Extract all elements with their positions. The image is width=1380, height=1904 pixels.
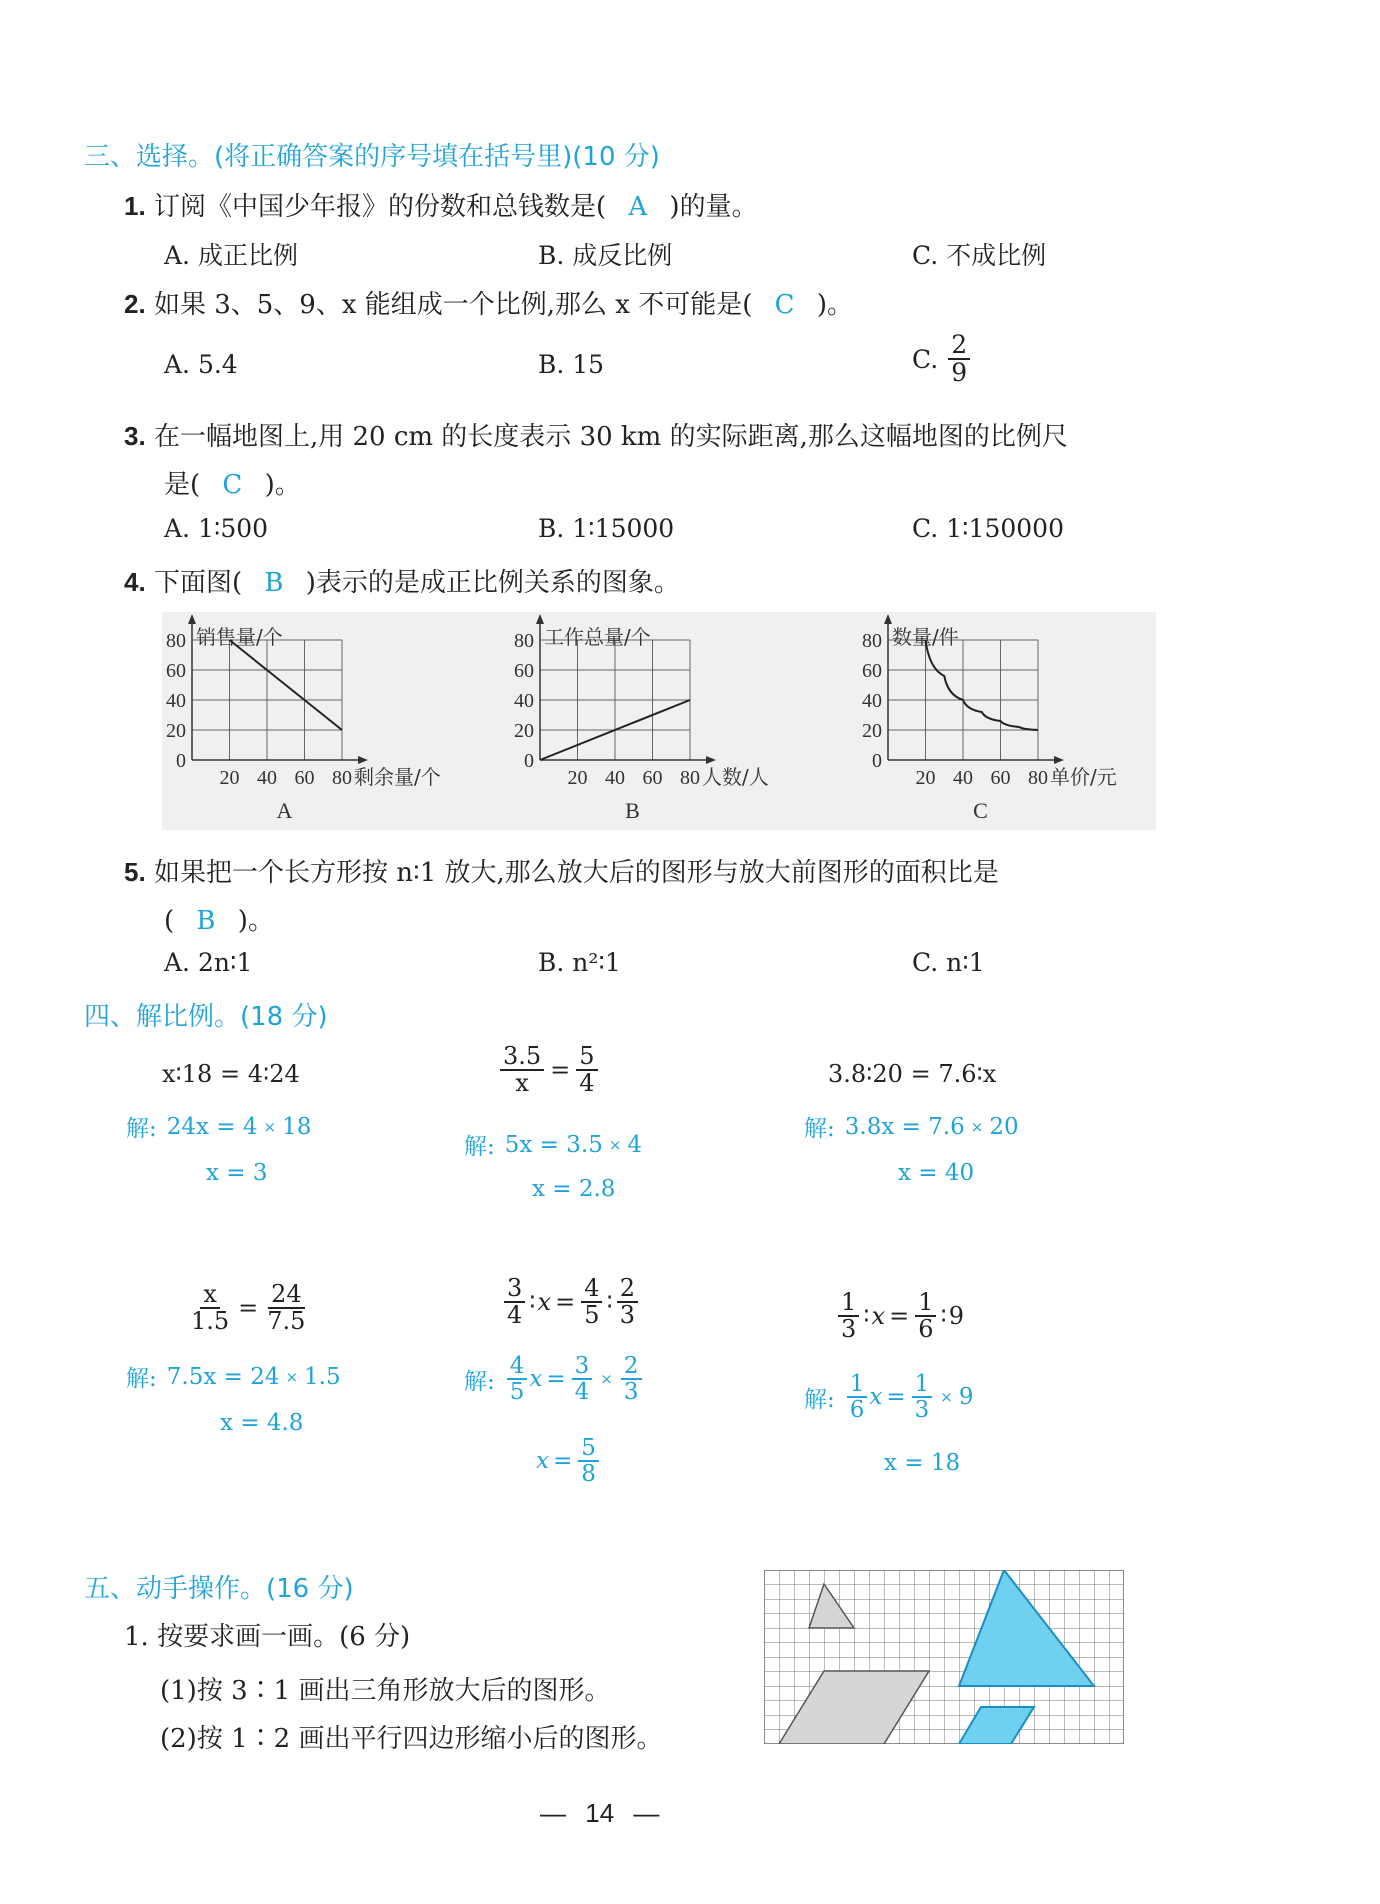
problem-5-equation (502, 1276, 640, 1328)
y-tick-label: 0 (524, 750, 534, 772)
y-tick-label: 0 (176, 750, 186, 772)
problem-4-step1 (126, 1360, 341, 1393)
y-tick-label: 20 (862, 720, 882, 742)
answer: C (774, 290, 795, 320)
fraction-den: 6 (918, 1315, 934, 1344)
fraction-num: 2 (948, 332, 970, 360)
y-axis-arrow (188, 614, 196, 624)
problem-2-step2: x = 2.8 (532, 1176, 616, 1202)
fraction-num: 3 (504, 1276, 525, 1303)
fraction-den: 4 (574, 1379, 590, 1406)
fraction-num: 1 (838, 1290, 859, 1317)
option-c: C. 不成比例 (912, 241, 1047, 270)
answer: B (264, 568, 284, 598)
option-b: B. 1∶15000 (538, 514, 675, 543)
x-tick-label: 60 (294, 767, 315, 789)
option-c: C. 1∶150000 (912, 514, 1064, 543)
option-c (912, 332, 972, 387)
y-tick-label: 60 (514, 660, 534, 682)
fraction-den: 9 (951, 358, 968, 388)
fraction-num: 1 (847, 1372, 868, 1398)
solution-label: 解: (464, 1134, 495, 1160)
y-tick-label: 60 (862, 660, 882, 682)
step-factor: 4 (627, 1131, 643, 1158)
problem-3-step2: x = 40 (898, 1160, 975, 1186)
variable-x: x (529, 1366, 543, 1393)
option-b: B. 成反比例 (538, 241, 673, 270)
variable-x: x (537, 1288, 552, 1317)
option-a: A. 成正比例 (164, 241, 298, 270)
step-text: 5x = 3.5 (504, 1131, 603, 1158)
x-axis-arrow (1054, 756, 1064, 764)
fraction-num: 4 (581, 1276, 602, 1303)
fraction-num: 2 (617, 1276, 638, 1303)
fraction-den: 3 (623, 1379, 639, 1406)
x-tick-label: 20 (915, 767, 936, 789)
question-text: 是( (164, 470, 201, 500)
question-number: 4. (124, 567, 146, 597)
problem-3-step1 (804, 1110, 1019, 1143)
problem-4-equation (186, 1282, 310, 1334)
variable-x: x (871, 1302, 886, 1331)
problem-1-step1 (126, 1110, 311, 1143)
x-tick-label: 40 (953, 767, 973, 789)
fraction (578, 1436, 599, 1486)
question-3 (124, 416, 1068, 453)
y-axis-label: 销售量/个 (196, 625, 283, 649)
fraction-den: 4 (579, 1069, 595, 1098)
fraction-den: 3 (914, 1397, 930, 1424)
dash-left: — (540, 1798, 566, 1828)
option-c-label: C. (912, 344, 939, 374)
question-text-end: )表示的是成正比例关系的图象。 (305, 568, 680, 598)
question-text-end: )。 (237, 906, 274, 936)
fraction-den: 7.5 (267, 1307, 306, 1336)
equals-sign: = (555, 1288, 576, 1317)
y-tick-label: 80 (514, 630, 534, 652)
question-text: 订阅《中国少年报》的份数和总钱数是( (153, 192, 607, 222)
option-b: B. n²∶1 (538, 948, 621, 977)
x-tick-label: 20 (567, 767, 588, 789)
fraction (572, 1354, 593, 1404)
step-factor: 9 (958, 1384, 974, 1411)
equals-sign: = (889, 1302, 910, 1331)
problem-5-step1 (464, 1354, 644, 1404)
fraction (500, 1044, 544, 1096)
y-tick-label: 40 (166, 690, 186, 712)
question-5-line2 (164, 900, 274, 937)
fraction-num: 5 (576, 1044, 597, 1071)
times-icon: × (285, 1367, 299, 1386)
x-axis-label: 剩余量/个 (354, 765, 441, 789)
question-number: 5. (124, 857, 146, 887)
fraction-num: 1 (915, 1290, 936, 1317)
problem-1-step2: x = 3 (206, 1160, 268, 1186)
problem-3-equation: 3.8∶20 = 7.6∶x (828, 1060, 997, 1088)
problem-1-equation: x∶18 = 4∶24 (162, 1060, 300, 1088)
fraction-den: 6 (849, 1397, 865, 1424)
fraction (264, 1282, 308, 1334)
fraction-num: 2 (621, 1354, 642, 1380)
question-4 (124, 562, 680, 599)
fraction-den: x (515, 1069, 529, 1098)
charts-svg (162, 612, 1156, 830)
step-factor: 20 (989, 1113, 1019, 1140)
x-tick-label: 80 (680, 767, 700, 789)
answer: B (196, 906, 216, 936)
y-tick-label: 20 (166, 720, 186, 742)
problem-6-equation (836, 1290, 964, 1342)
section5-title: 五、动手操作。(16 分) (84, 1574, 354, 1604)
ratio-sign: ∶ (940, 1302, 947, 1331)
solution-label: 解: (126, 1116, 157, 1142)
y-tick-label: 40 (862, 690, 882, 712)
step-text: 3.8x = 7.6 (844, 1113, 965, 1140)
fraction (581, 1276, 602, 1328)
fraction-num: 5 (578, 1436, 599, 1462)
times-icon: × (263, 1117, 277, 1136)
x-tick-label: 40 (257, 767, 277, 789)
problem-4-step2: x = 4.8 (220, 1410, 304, 1436)
question-number: 3. (124, 421, 146, 451)
equals-sign: = (552, 1448, 573, 1475)
step-text: 24x = 4 (166, 1113, 258, 1140)
question-text: 如果把一个长方形按 n∶1 放大,那么放大后的图形与放大前图形的面积比是 (153, 858, 999, 888)
x-tick-label: 80 (1028, 767, 1048, 789)
fraction-den: 8 (581, 1461, 596, 1488)
fraction-den: 5 (509, 1379, 525, 1406)
question-text: 如果 3、5、9、x 能组成一个比例,那么 x 不可能是( (153, 290, 753, 320)
question-5 (124, 852, 999, 889)
times-icon: × (600, 1370, 613, 1389)
answer: A (628, 192, 648, 222)
x-tick-label: 80 (332, 767, 352, 789)
x-axis-arrow (358, 756, 368, 764)
y-tick-label: 60 (166, 660, 186, 682)
times-icon: × (608, 1135, 622, 1154)
fraction-den: 4 (507, 1301, 523, 1330)
solution-label: 解: (804, 1116, 835, 1142)
fraction-num: 4 (507, 1354, 528, 1380)
operation-question-1: 1. 按要求画一画。(6 分) (124, 1622, 411, 1652)
chart-caption: C (973, 798, 988, 823)
question-text: 在一幅地图上,用 20 cm 的长度表示 30 km 的实际距离,那么这幅地图的比例尺 (153, 422, 1068, 452)
fraction-den: 3 (619, 1301, 635, 1330)
fraction (621, 1354, 642, 1404)
problem-2-step1 (464, 1128, 642, 1161)
x-axis-label: 单价/元 (1050, 765, 1117, 789)
y-axis-label: 工作总量/个 (544, 625, 651, 649)
series-line (926, 640, 1039, 730)
problem-6-step1 (804, 1372, 974, 1422)
problem-5-step2 (536, 1436, 601, 1486)
option-c: C. n∶1 (912, 948, 985, 977)
fraction (912, 1372, 933, 1422)
question-text-end: )。 (816, 290, 853, 320)
question-2 (124, 284, 853, 321)
fraction-num: 1 (912, 1372, 933, 1398)
y-tick-label: 80 (166, 630, 186, 652)
step-text: 7.5x = 24 (166, 1363, 280, 1390)
ratio-sign: ∶ (863, 1302, 870, 1331)
page-number (540, 1798, 659, 1829)
fraction (504, 1276, 525, 1328)
fraction (915, 1290, 936, 1342)
fraction-num: 24 (268, 1282, 305, 1309)
equals-sign: = (886, 1384, 906, 1411)
solution-label: 解: (464, 1368, 495, 1395)
y-tick-label: 20 (514, 720, 534, 742)
x-tick-label: 40 (605, 767, 625, 789)
fraction-num: x (200, 1282, 220, 1309)
x-axis-arrow (706, 756, 716, 764)
operation-subquestion-1: (1)按 3∶1 画出三角形放大后的图形。 (160, 1676, 611, 1706)
equals-sign: = (546, 1366, 566, 1393)
fraction-den: 5 (584, 1301, 600, 1330)
option-a: A. 1∶500 (164, 514, 269, 543)
times-icon: × (940, 1388, 953, 1407)
y-tick-label: 0 (872, 750, 882, 772)
question-number: 1. (124, 191, 146, 221)
variable-x: x (536, 1448, 549, 1475)
fraction (838, 1290, 859, 1342)
charts-panel (162, 612, 1156, 830)
problem-6-step2: x = 18 (884, 1450, 961, 1476)
fraction (948, 332, 970, 387)
question-text: 下面图( (153, 568, 243, 598)
drawing-grid (764, 1570, 1124, 1744)
x-tick-label: 60 (642, 767, 663, 789)
x-axis-label: 人数/人 (702, 765, 769, 789)
question-1 (124, 186, 758, 223)
question-text-end: )。 (264, 470, 301, 500)
fraction (847, 1372, 868, 1422)
x-tick-label: 60 (990, 767, 1011, 789)
y-axis-arrow (536, 614, 544, 624)
step-factor: 1.5 (304, 1363, 341, 1390)
ratio-term: 9 (948, 1302, 964, 1331)
fraction (507, 1354, 528, 1404)
times-icon: × (970, 1117, 984, 1136)
y-tick-label: 80 (862, 630, 882, 652)
solution-label: 解: (804, 1386, 835, 1413)
option-a: A. 2n∶1 (164, 948, 253, 977)
fraction-num: 3.5 (500, 1044, 544, 1071)
y-tick-label: 40 (514, 690, 534, 712)
question-3-line2 (164, 464, 301, 501)
ratio-sign: ∶ (606, 1288, 613, 1317)
ratio-sign: ∶ (529, 1288, 536, 1317)
solution-label: 解: (126, 1366, 157, 1392)
section4-title: 四、解比例。(18 分) (84, 1002, 328, 1032)
variable-x: x (869, 1384, 883, 1411)
fraction-den: 1.5 (191, 1307, 230, 1336)
page-number-text: 14 (585, 1798, 615, 1828)
operation-subquestion-2: (2)按 1∶2 画出平行四边形缩小后的图形。 (160, 1724, 663, 1754)
answer: C (222, 470, 243, 500)
dash-right: — (633, 1798, 660, 1828)
question-number: 2. (124, 289, 146, 319)
option-b: B. 15 (538, 350, 605, 379)
fraction-num: 3 (572, 1354, 593, 1380)
equals-sign: = (550, 1056, 571, 1085)
series-line (230, 640, 343, 730)
chart-caption: B (625, 798, 640, 823)
section3-title: 三、选择。(将正确答案的序号填在括号里)(10 分) (84, 142, 660, 172)
fraction (617, 1276, 638, 1328)
fraction-den: 3 (841, 1315, 857, 1344)
y-axis-label: 数量/件 (892, 625, 959, 649)
chart-caption: A (276, 798, 293, 823)
step-factor: 18 (282, 1113, 312, 1140)
fraction (188, 1282, 232, 1334)
x-tick-label: 20 (219, 767, 240, 789)
problem-2-equation (498, 1044, 600, 1096)
question-text: ( (164, 906, 175, 936)
question-text-end: )的量。 (669, 192, 758, 222)
option-a: A. 5.4 (164, 350, 238, 379)
fraction (576, 1044, 597, 1096)
equals-sign: = (238, 1294, 259, 1323)
y-axis-arrow (884, 614, 892, 624)
